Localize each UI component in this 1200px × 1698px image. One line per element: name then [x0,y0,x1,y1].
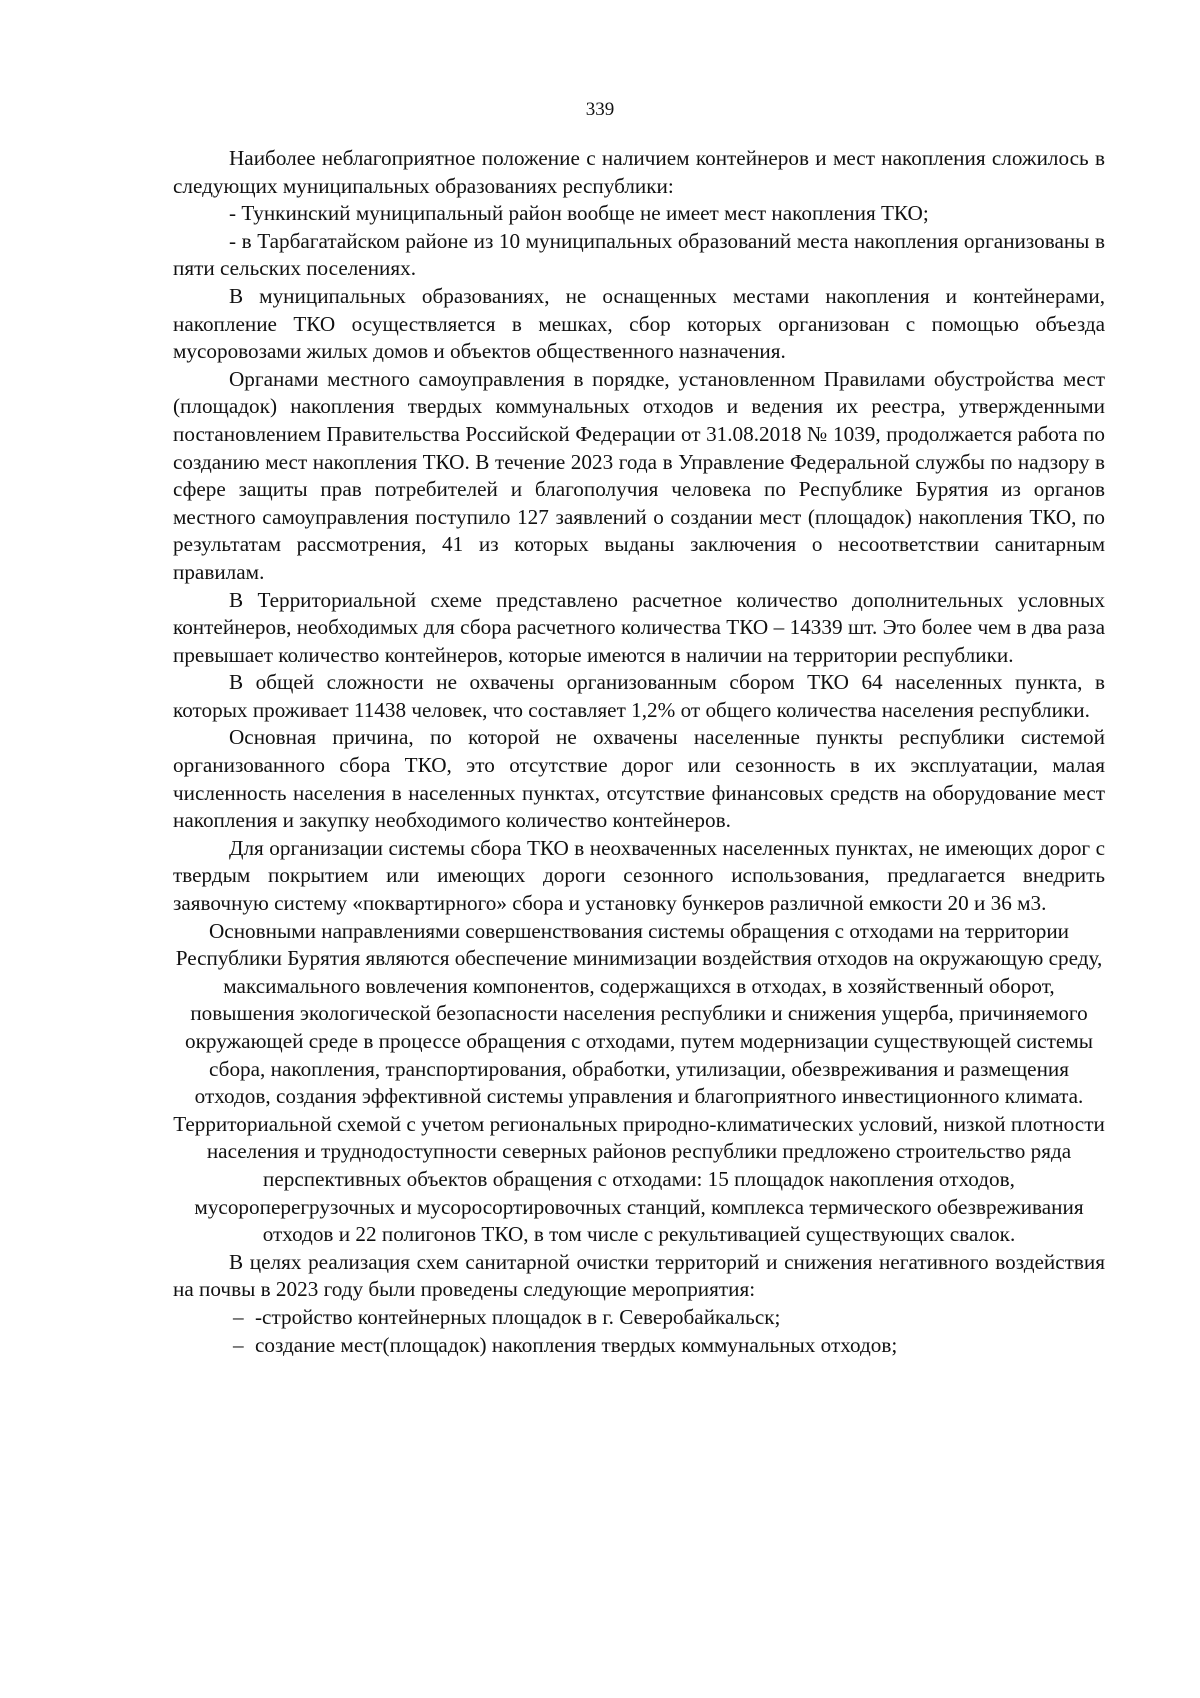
list-dash: – [233,1332,244,1357]
document-body [173,145,1105,1359]
list-item-text: создание мест(площадок) накопления твердых коммунальных отходов; [255,1332,898,1357]
list-item [233,1304,1105,1332]
paragraph: Наиболее неблагоприятное положение с наличием контейнеров и мест накопления сложилось в следующих муниципальных образованиях республики: [173,146,1105,198]
paragraph: В целях реализация схем санитарной очистки территорий и снижения негативного воздействия на почвы в 2023 году были проведены следующие мероприятия: [173,1249,1105,1302]
paragraph: В Территориальной схеме представлено расчетное количество дополнительных условных контейнеров, необходимых для сбора расчетного количества ТКО – 14339 шт. Это более чем в два раза превышает количество контейнеров, которые имеются в наличии на территории республики. [173,587,1105,667]
paragraph-centered: Территориальной схемой с учетом региональных природно-климатических условий, низкой плотности населения и труднодоступности северных районов республики предложено строительство ряда перспективных объектов обращения с отходами: 15 площадок накопления отходов, мусороперегрузочных и мусоросортировочных станций, комплекса термического обезвреживания отходов и 22 полигонов ТКО, в том числе с рекультивацией существующих свалок. [173,1111,1105,1247]
list-item-text: -стройство контейнерных площадок в г. Северобайкальск; [255,1304,781,1329]
paragraph: Для организации системы сбора ТКО в неохваченных населенных пунктах, не имеющих дорог с твердым покрытием или имеющих дороги сезонного использования, предлагается внедрить заявочную систему «поквартирного» сбора и установку бункеров различной емкости 20 и 36 м3. [173,835,1105,916]
paragraph-centered: Основными направлениями совершенствования системы обращения с отходами на территории Республики Бурятия являются обеспечение минимизации воздействия отходов на окружающую среду, максимального вовлечения компонентов, содержащихся в отходах, в хозяйственный оборот, повышения экологической безопасности населения республики и снижения ущерба, причиняемого окружающей среде в процессе обращения с отходами, путем модернизации существующей системы сбора, накопления, транспортирования, обработки, утилизации, обезвреживания и размещения отходов, создания эффективной системы управления и благоприятного инвестиционного климата. [175,918,1103,1109]
measures-list [173,1304,1105,1359]
paragraph: Основная причина, по которой не охвачены населенные пункты республики системой организованного сбора ТКО, это отсутствие дорог или сезонность в их эксплуатации, малая численность населения в населенных пунктах, отсутствие финансовых средств на оборудование мест накопления и закупку необходимого количество контейнеров. [173,725,1105,833]
list-dash: – [233,1304,244,1329]
paragraph: Органами местного самоуправления в порядке, установленном Правилами обустройства мест (площадок) накопления твердых коммунальных отходов и ведения их реестра, утвержденными постановлением Правительства Российской Федерации от 31.08.2018 № 1039, продолжается работа по созданию мест накопления ТКО. В течение 2023 года в Управление Федеральной службы по надзору в сфере защиты прав потребителей и благополучия человека по Республике Бурятия из органов местного самоуправления поступило 127 заявлений о создании мест (площадок) накопления ТКО, по результатам рассмотрения, 41 из которых выданы заключения о несоответствии санитарным правилам. [173,366,1105,584]
paragraph: В общей сложности не охвачены организованным сбором ТКО 64 населенных пункта, в которых проживает 11438 человек, что составляет 1,2% от общего количества населения республики. [173,670,1105,722]
paragraph: - в Тарбагатайском районе из 10 муниципальных образований места накопления организованы в пяти сельских поселениях. [173,228,1105,281]
paragraph: В муниципальных образованиях, не оснащенных местами накопления и контейнерами, накопление ТКО осуществляется в мешках, сбор которых организован с помощью объезда мусоровозами жилых домов и объектов общественного назначения. [173,283,1105,364]
paragraph: - Тункинский муниципальный район вообще не имеет мест накопления ТКО; [229,201,929,226]
list-item [233,1332,1105,1360]
page-number: 339 [585,99,615,120]
